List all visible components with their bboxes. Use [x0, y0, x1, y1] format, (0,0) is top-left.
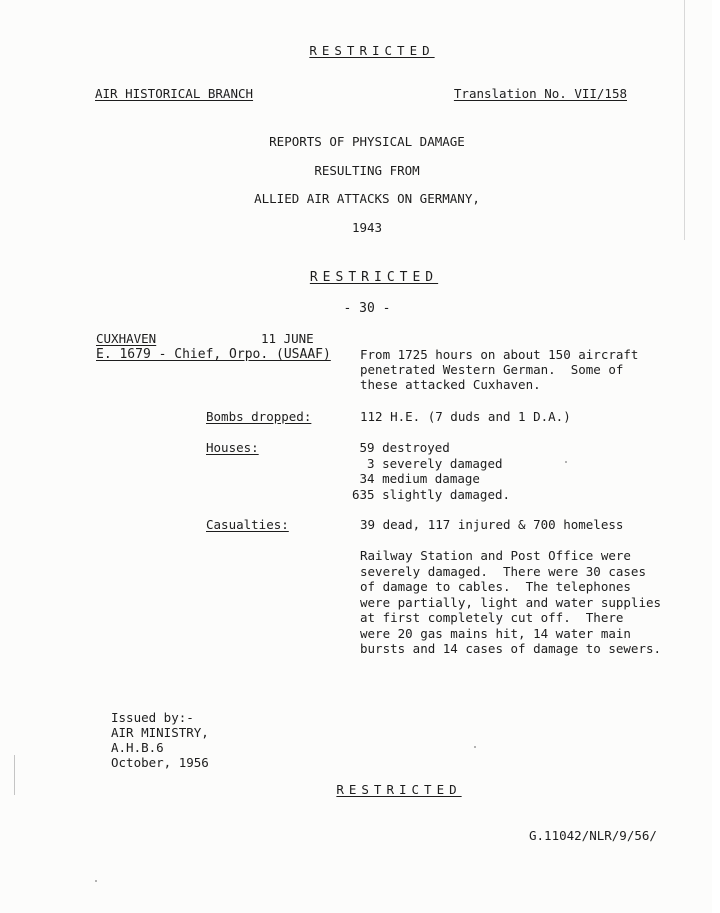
scan-speck: [95, 880, 97, 882]
translation-number: Translation No. VII/158: [453, 86, 627, 101]
classification-bottom: RESTRICTED: [336, 782, 462, 797]
bombs-value: 112 H.E. (7 duds and 1 D.A.): [360, 409, 571, 424]
issued-date: October, 1956: [111, 755, 209, 770]
entry-source: E. 1679 - Chief, Orpo. (USAAF): [96, 347, 331, 362]
houses-medium: 34 medium damage: [352, 471, 480, 486]
details-line-6: were 20 gas mains hit, 14 water main: [360, 626, 631, 641]
details-line-5: at first completely cut off. There: [360, 610, 624, 625]
classification-mid: RESTRICTED: [309, 270, 439, 285]
casualties-value: 39 dead, 117 injured & 700 homeless: [360, 517, 624, 532]
bombs-label: Bombs dropped:: [206, 409, 312, 424]
details-line-2: severely damaged. There were 30 cases: [360, 564, 646, 579]
title-line-2: RESULTING FROM: [314, 163, 420, 178]
houses-label: Houses:: [206, 440, 259, 455]
summary-line-3: these attacked Cuxhaven.: [360, 377, 541, 392]
page-number: - 30 -: [343, 301, 391, 316]
title-line-3: ALLIED AIR ATTACKS ON GERMANY,: [254, 191, 480, 206]
branch-name: AIR HISTORICAL BRANCH: [95, 86, 254, 101]
entry-place: CUXHAVEN: [96, 331, 157, 346]
title-year: 1943: [351, 220, 383, 235]
details-line-4: were partially, light and water supplies: [360, 595, 662, 610]
reference-number: G.11042/NLR/9/56/: [529, 828, 657, 843]
issued-dept: A.H.B.6: [111, 740, 164, 755]
casualties-label: Casualties:: [206, 517, 289, 532]
houses-slight: 635 slightly damaged.: [352, 487, 511, 502]
issued-by-label: Issued by:-: [111, 710, 194, 725]
entry-date: 11 JUNE: [261, 331, 314, 346]
issued-org: AIR MINISTRY,: [111, 725, 209, 740]
scan-mark: [14, 755, 15, 795]
scan-speck: [474, 746, 476, 748]
classification-top: RESTRICTED: [309, 43, 435, 58]
summary-line-1: From 1725 hours on about 150 aircraft: [360, 347, 639, 362]
details-line-3: of damage to cables. The telephones: [360, 579, 631, 594]
scan-edge-line: [684, 0, 685, 240]
details-line-1: Railway Station and Post Office were: [360, 548, 631, 563]
houses-severe: 3 severely damaged: [352, 456, 503, 471]
title-line-1: REPORTS OF PHYSICAL DAMAGE: [269, 134, 465, 149]
scan-speck: [565, 461, 567, 463]
details-line-7: bursts and 14 cases of damage to sewers.: [360, 641, 662, 656]
summary-line-2: penetrated Western German. Some of: [360, 362, 624, 377]
houses-destroyed: 59 destroyed: [352, 440, 450, 455]
